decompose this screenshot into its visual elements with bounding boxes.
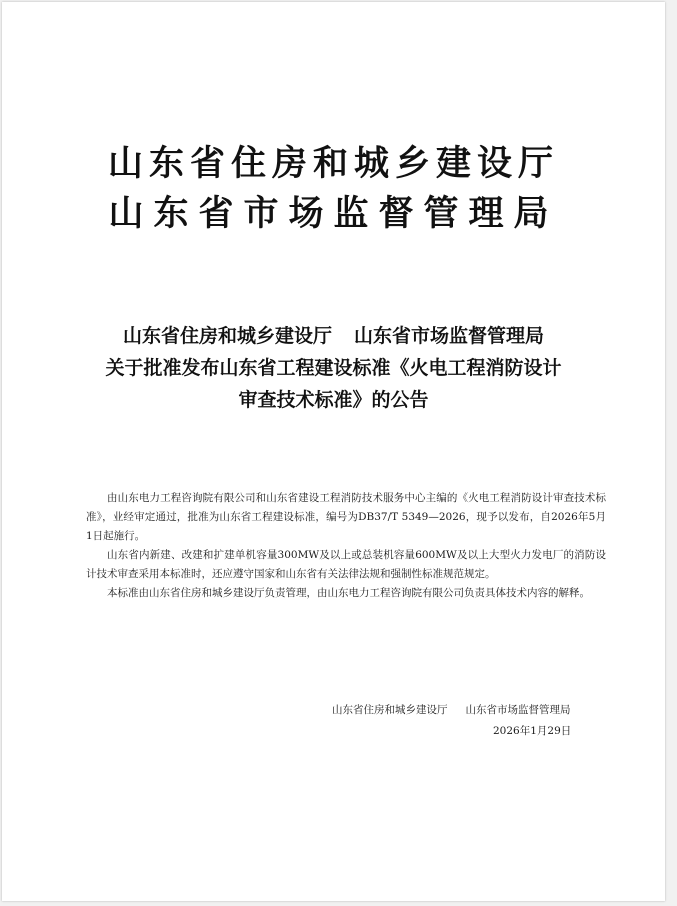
announcement-issuer-1: 山东省住房和城乡建设厅	[122, 325, 332, 347]
announcement-title-line-2: 关于批准发布山东省工程建设标准《火电工程消防设计	[105, 357, 562, 379]
announcement-body	[86, 489, 606, 603]
header-title-market-bureau: 山东省市场监督管理局	[108, 194, 559, 234]
document-page	[2, 2, 665, 901]
announcement-issuer-2: 山东省市场监督管理局	[354, 325, 545, 347]
signature-issuer-2: 山东省市场监督管理局	[465, 704, 571, 716]
signature-issuers	[332, 702, 571, 717]
header-title-housing-dept: 山东省住房和城乡建设厅	[107, 144, 559, 184]
body-paragraph: 山东省内新建、改建和扩建单机容量300MW及以上或总装机容量600MW及以上大型火力发电厂的消防设计技术审查采用本标准时，还应遵守国家和山东省有关法律法规和强制性标准规范规定。	[86, 549, 606, 580]
body-paragraph: 本标准由山东省住房和城乡建设厅负责管理，由山东电力工程咨询院有限公司负责具体技术内容的解释。	[107, 587, 590, 599]
signature-date: 2026年1月29日	[493, 725, 572, 737]
signature-issuer-1: 山东省住房和城乡建设厅	[332, 704, 448, 716]
body-paragraph: 由山东电力工程咨询院有限公司和山东省建设工程消防技术服务中心主编的《火电工程消防设计审查技术标准》，业经审定通过，批准为山东省工程建设标准，编号为DB37/T 5349—2026，现予以发布，自2026年5月1日起施行。	[86, 492, 606, 542]
announcement-title-line-3: 审查技术标准》的公告	[238, 389, 429, 411]
announcement-issuers	[2, 320, 665, 352]
